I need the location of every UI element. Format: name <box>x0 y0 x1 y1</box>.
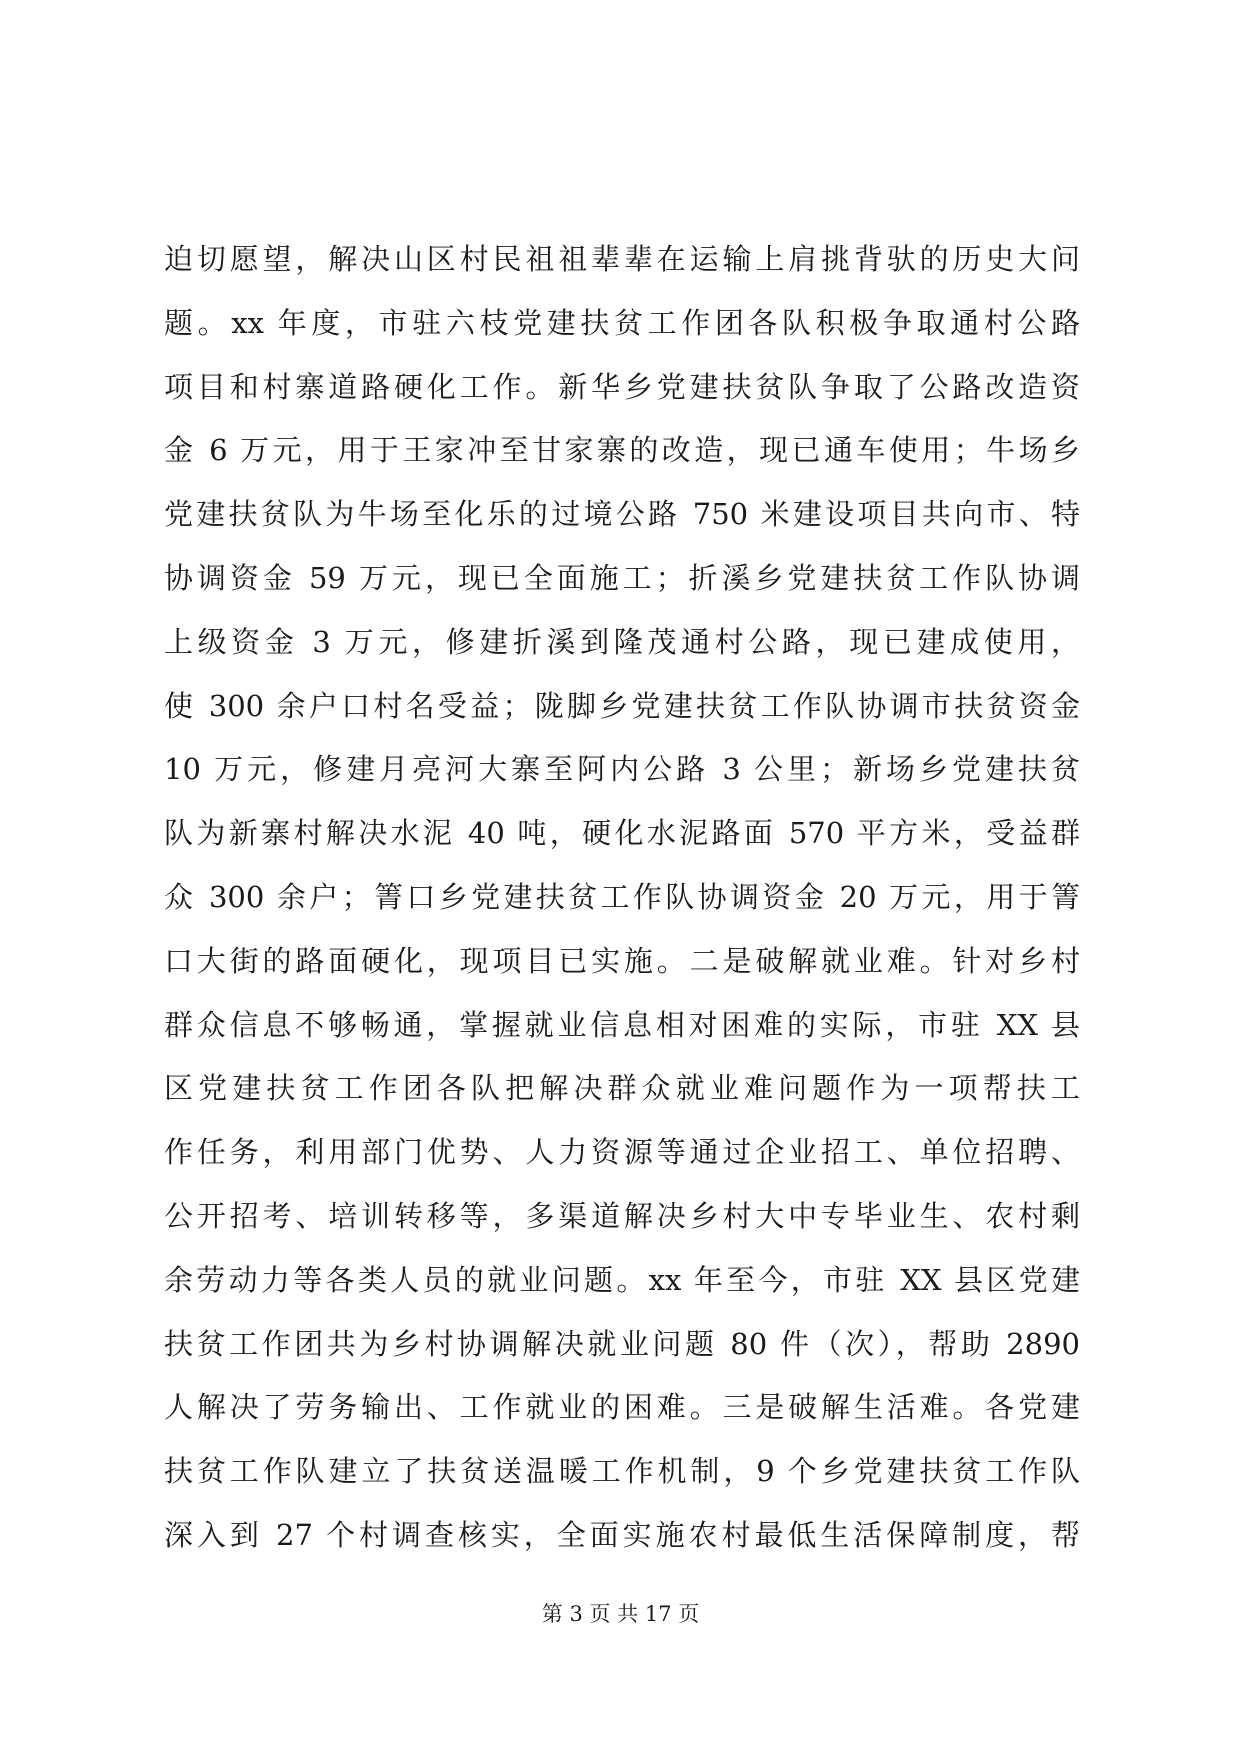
text-line: 协调资金 59 万元，现已全面施工；折溪乡党建扶贫工作队协调 <box>164 560 1080 595</box>
text-line: 扶贫工作团共为乡村协调解决就业问题 80 件（次），帮助 2890 <box>164 1326 1080 1361</box>
text-line: 题。xx 年度，市驻六枝党建扶贫工作团各队积极争取通村公路 <box>164 305 1080 340</box>
text-line: 队为新寨村解决水泥 40 吨，硬化水泥路面 570 平方米，受益群 <box>164 816 1080 851</box>
text-line: 使 300 余户口村名受益；陇脚乡党建扶贫工作队协调市扶贫资金 <box>164 688 1080 723</box>
text-line: 金 6 万元，用于王家冲至甘家寨的改造，现已通车使用；牛场乡 <box>164 433 1080 468</box>
text-line: 人解决了劳务输出、工作就业的困难。三是破解生活难。各党建 <box>164 1390 1080 1425</box>
text-line: 众 300 余户；箐口乡党建扶贫工作队协调资金 20 万元，用于箐 <box>164 879 1080 914</box>
text-line: 10 万元，修建月亮河大寨至阿内公路 3 公里；新场乡党建扶贫 <box>164 752 1080 787</box>
text-line: 上级资金 3 万元，修建折溪到隆茂通村公路，现已建成使用， <box>164 624 1080 659</box>
page-footer: 第 3 页 共 17 页 <box>541 1602 700 1626</box>
text-line: 扶贫工作队建立了扶贫送温暖工作机制，9 个乡党建扶贫工作队 <box>164 1454 1080 1489</box>
text-line: 群众信息不够畅通，掌握就业信息相对困难的实际，市驻 XX 县 <box>164 1007 1080 1042</box>
text-line: 党建扶贫队为牛场至化乐的过境公路 750 米建设项目共向市、特 <box>164 497 1080 532</box>
body-paragraph <box>164 228 1080 1568</box>
text-line: 迫切愿望，解决山区村民祖祖辈辈在运输上肩挑背驮的历史大问 <box>164 242 1080 276</box>
text-line: 公开招考、培训转移等，多渠道解决乡村大中专毕业生、农村剩 <box>164 1198 1080 1233</box>
text-line: 口大街的路面硬化，现项目已实施。二是破解就业难。针对乡村 <box>164 943 1080 978</box>
text-line: 余劳动力等各类人员的就业问题。xx 年至今，市驻 XX 县区党建 <box>164 1262 1080 1297</box>
text-line: 区党建扶贫工作团各队把解决群众就业难问题作为一项帮扶工 <box>164 1071 1080 1106</box>
text-line: 项目和村寨道路硬化工作。新华乡党建扶贫队争取了公路改造资 <box>164 369 1080 404</box>
text-line: 作任务，利用部门优势、人力资源等通过企业招工、单位招聘、 <box>164 1135 1080 1170</box>
text-line: 深入到 27 个村调查核实，全面实施农村最低生活保障制度，帮 <box>164 1517 1080 1552</box>
